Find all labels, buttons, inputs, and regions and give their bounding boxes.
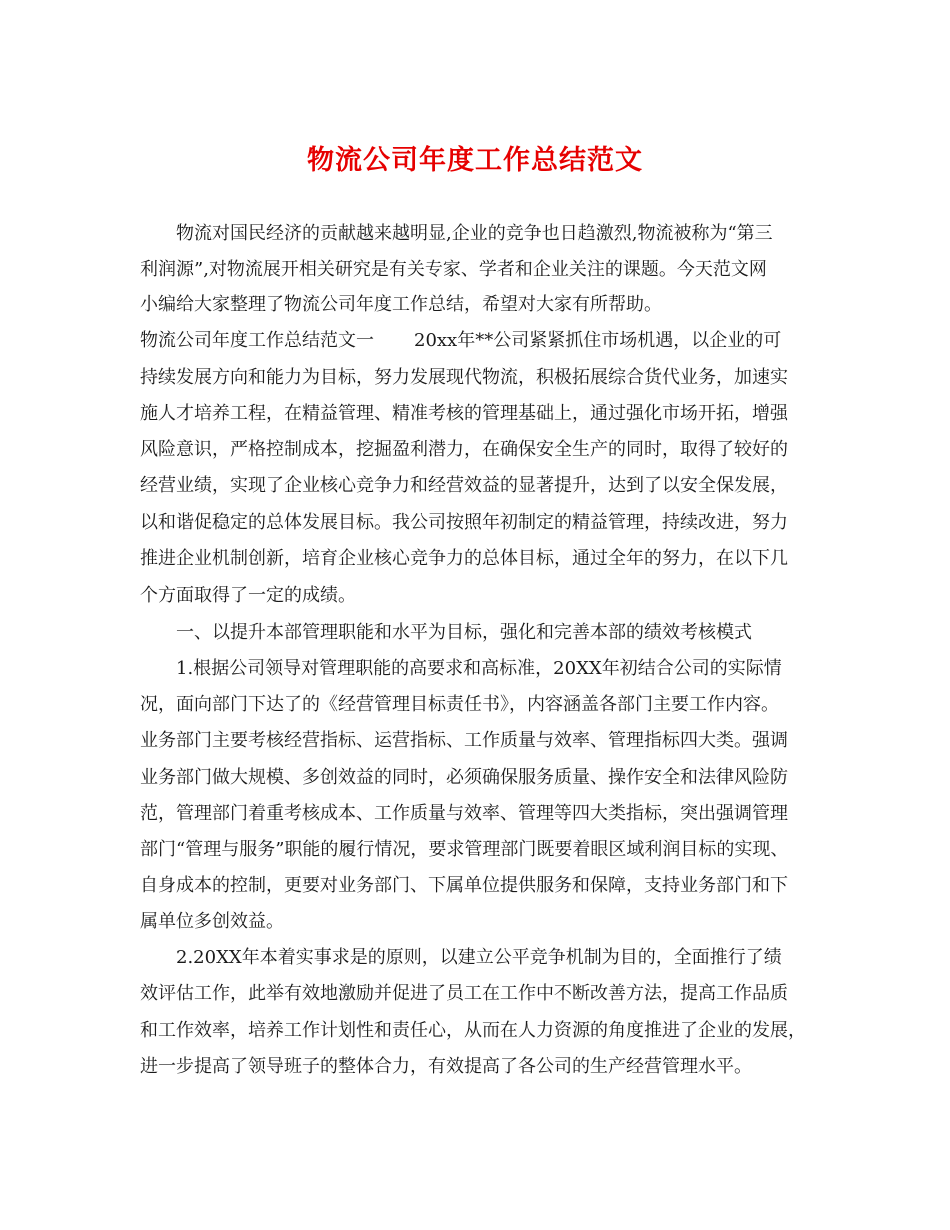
section-heading-line — [140, 329, 781, 353]
paragraph-line: 和工作效率，培养工作计划性和责任心，从而在人力资源的角度推进了企业的发展， — [140, 1020, 806, 1041]
paragraph-line: 部门“管理与服务”职能的履行情况，要求管理部门既要着眼区域利润目标的实现、 — [140, 839, 789, 860]
paragraph-line: 利润源”,对物流展开相关研究是有关专家、学者和企业关注的课题。今天范文网 — [140, 259, 767, 280]
paragraph-line: 业务部门做大规模、多创效益的同时，必须确保服务质量、操作安全和法律风险防 — [140, 767, 788, 788]
paragraph-line: 进一步提高了领导班子的整体合力，有效提高了各公司的生产经营管理水平。 — [140, 1056, 752, 1077]
document-title: 物流公司年度工作总结范文 — [307, 145, 643, 176]
paragraph-line: 施人才培养工程，在精益管理、精准考核的管理基础上，通过强化市场开拓，增强 — [140, 403, 788, 424]
paragraph-line: 自身成本的控制，更要对业务部门、下属单位提供服务和保障，支持业务部门和下 — [140, 875, 788, 896]
paragraph-line: 2.20XX年本着实事求是的原则，以建立公平竞争机制为目的，全面推行了绩 — [176, 947, 782, 968]
paragraph-line: 小编给大家整理了物流公司年度工作总结，希望对大家有所帮助。 — [140, 294, 662, 315]
paragraph-line: 风险意识，严格控制成本，挖掘盈利潜力，在确保安全生产的同时，取得了较好的 — [140, 439, 788, 460]
paragraph-line: 业务部门主要考核经营指标、运营指标、工作质量与效率、管理指标四大类。强调 — [140, 730, 788, 751]
paragraph-line: 效评估工作，此举有效地激励并促进了员工在工作中不断改善方法，提高工作品质 — [140, 983, 788, 1004]
paragraph-line: 持续发展方向和能力为目标，努力发展现代物流，积极拓展综合货代业务，加速实 — [140, 367, 788, 388]
paragraph-line: 况，面向部门下达了的《经营管理目标责任书》，内容涵盖各部门主要工作内容。 — [140, 694, 779, 715]
paragraph-text: 20xx年**公司紧紧抓住市场机遇，以企业的可 — [414, 330, 782, 351]
subheading-line: 一、以提升本部管理职能和水平为目标，强化和完善本部的绩效考核模式 — [176, 622, 752, 643]
paragraph-line: 1.根据公司领导对管理职能的高要求和高标准，20XX年初结合公司的实际情 — [176, 658, 782, 679]
paragraph-line: 属单位多创效益。 — [140, 911, 284, 932]
paragraph-line: 范，管理部门着重考核成本、工作质量与效率、管理等四大类指标，突出强调管理 — [140, 803, 788, 824]
paragraph-line: 物流对国民经济的贡献越来越明显,企业的竞争也日趋激烈,物流被称为“第三 — [176, 223, 773, 244]
paragraph-line: 以和谐促稳定的总体发展目标。我公司按照年初制定的精益管理，持续改进，努力 — [140, 512, 788, 533]
paragraph-line: 经营业绩，实现了企业核心竞争力和经营效益的显著提升，达到了以安全保发展， — [140, 475, 788, 496]
paragraph-line: 个方面取得了一定的成绩。 — [140, 585, 356, 606]
paragraph-line: 推进企业机制创新，培育企业核心竞争力的总体目标，通过全年的努力，在以下几 — [140, 548, 788, 569]
section-heading: 物流公司年度工作总结范文一 — [140, 330, 374, 351]
